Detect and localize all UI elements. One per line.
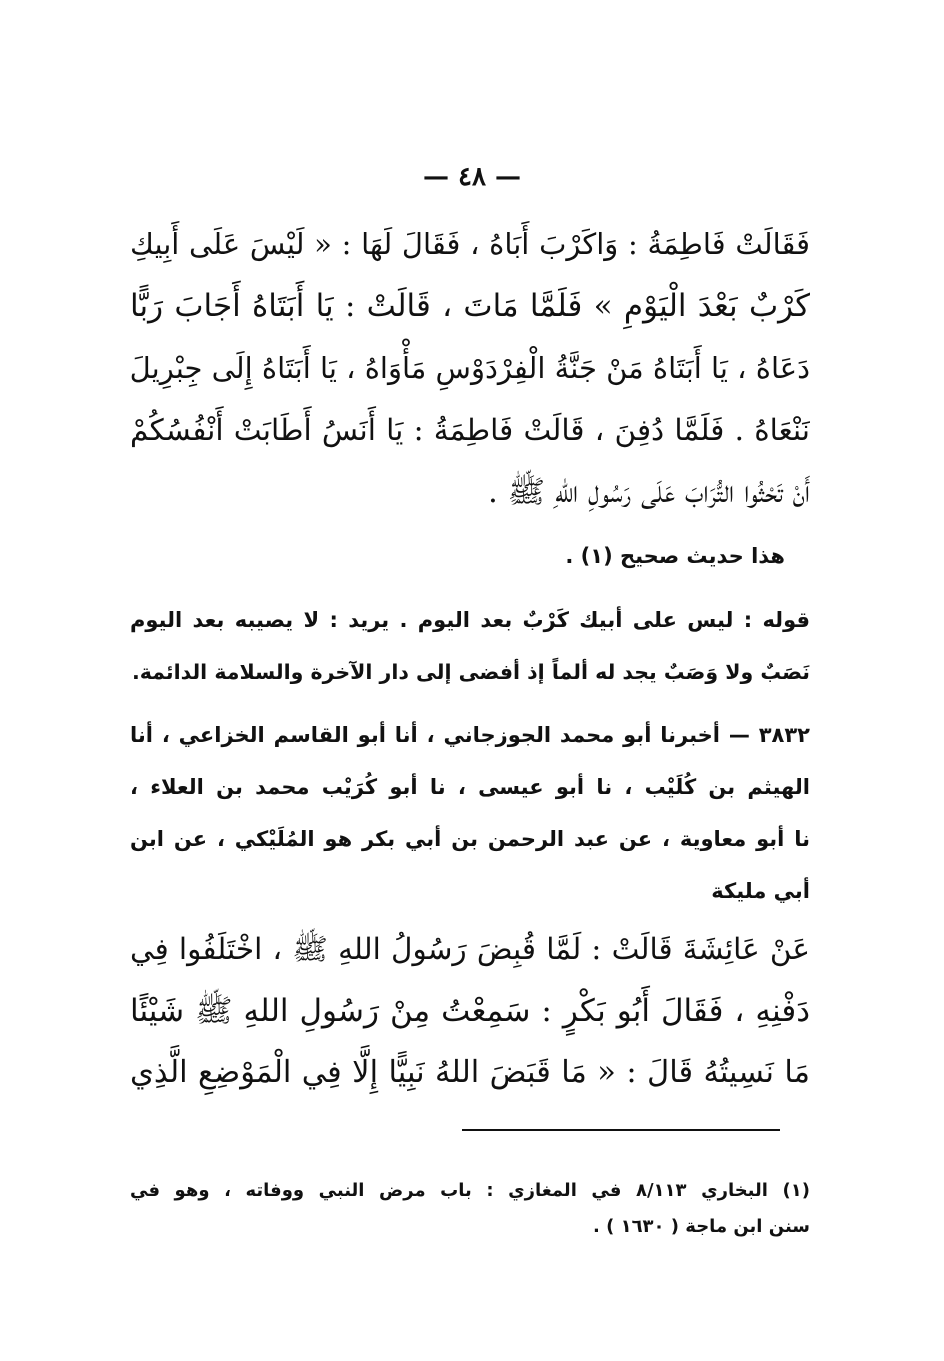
isnad-chain: [130, 709, 810, 917]
footnote: [130, 1173, 810, 1245]
footnote-line: (١) البخاري ٨/١١٣ في المغازي : باب مرض النبي ووفاته ، وهو في: [130, 1180, 810, 1201]
text-line: كَرْبٌ بَعْدَ الْيَوْمِ » فَلَمَّا مَاتَ ، قَالَتْ : يَا أَبَتَاهُ أَجَابَ رَبًّا: [130, 288, 810, 324]
text-line: ٣٨٣٢ — أخبرنا أبو محمد الجوزجاني ، أنا أبو القاسم الخزاعي ، أنا: [130, 723, 810, 747]
text-line: نَنْعَاهُ . فَلَمَّا دُفِنَ ، قَالَتْ فَاطِمَةُ : يَا أَنَسُ أَطَابَتْ أَنْفُسُكُمْ: [130, 413, 810, 447]
text-line: فَقَالَتْ فَاطِمَةُ : وَاكَرْبَ أَبَاهُ ، فَقَالَ لَهَا : « لَيْسَ عَلَى أَبِيكِ: [130, 227, 810, 261]
footnote-separator: [462, 1129, 780, 1131]
text-line: مَا نَسِيتُهُ قَالَ : « مَا قَبَضَ اللهُ نَبِيًّا إِلَّا فِي الْمَوْضِعِ الَّذِي: [130, 1055, 810, 1090]
text-line: أبي مليكة: [711, 879, 810, 903]
text-line: دَعَاهُ ، يَا أَبَتَاهُ مَنْ جَنَّةُ الْفِرْدَوْسِ مَأْوَاهُ ، يَا أَبَتَاهُ إِلَى جِبْرِيلَ: [130, 351, 810, 385]
page-number: — ٤٨ —: [422, 162, 522, 192]
footnote-line: سنن ابن ماجة ( ١٦٣٠ ) .: [592, 1216, 810, 1237]
text-line: عَنْ عَائِشَةَ قَالَتْ : لَمَّا قُبِضَ رَسُولُ اللهِ ﷺ ، اخْتَلَفُوا فِي: [130, 932, 810, 966]
text-line: قوله : ليس على أبيك كَرْبٌ بعد اليوم . يريد : لا يصيبه بعد اليوم: [130, 608, 810, 632]
hadith-main-text: [130, 918, 810, 1104]
hadith-continued-text: [130, 213, 810, 523]
hadith-grading: هذا حديث صحيح (١) .: [565, 544, 785, 568]
text-line: أَنْ تَحْثُوا التُّرَابَ عَلَى رَسُولِ اللهِ ﷺ .: [487, 474, 810, 510]
text-line: نَصَبٌ ولا وَصَبٌ يجد له ألماً إذ أفضى إلى دار الآخرة والسلامة الدائمة.: [131, 660, 810, 684]
commentary-text: [130, 594, 810, 698]
text-line: الهيثم بن كُلَيْب ، نا أبو عيسى ، نا أبو كُرَيْب محمد بن العلاء ،: [130, 775, 810, 799]
text-line: دَفْنِهِ ، فَقَالَ أَبُو بَكْرٍ : سَمِعْتُ مِنْ رَسُولِ اللهِ ﷺ شَيْئًا: [130, 993, 810, 1029]
text-line: نا أبو معاوية ، عن عبد الرحمن بن أبي بكر هو المُلَيْكي ، عن ابن: [130, 827, 810, 851]
